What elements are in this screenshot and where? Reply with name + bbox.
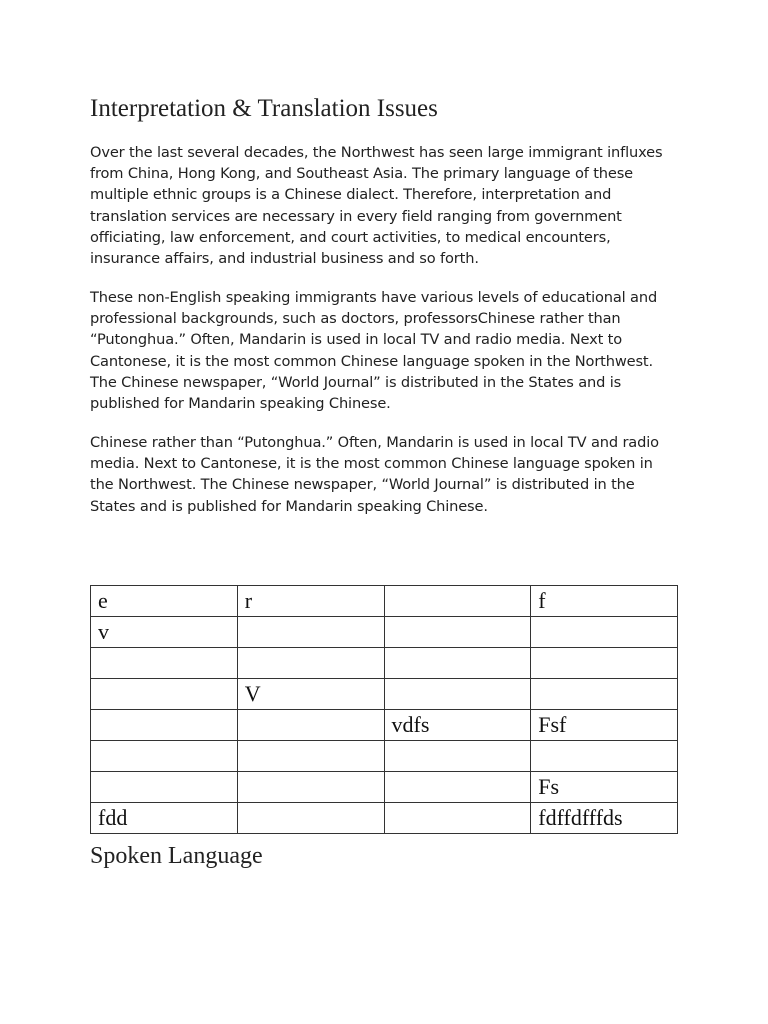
table-cell: fdffdfffds xyxy=(531,803,678,834)
document-title: Interpretation & Translation Issues xyxy=(90,95,438,122)
paragraph-2: These non-English speaking immigrants have various levels of educational and professional backgrounds, such as doctors, professorsChinese rather than “Putonghua.” Often, Mandarin is used in local TV and radio media. Next to Cantonese, it is the most common Chinese language spoken in the Northwest. The Chinese newspaper, “World Journal” is distributed in the States and is published for Mandarin speaking Chinese. xyxy=(90,289,658,413)
table-cell xyxy=(237,803,384,834)
paragraph-1: Over the last several decades, the Northwest has seen large immigrant influxes from China, Hong Kong, and Southeast Asia. The primary language of these multiple ethnic groups is a Chinese dialect. Therefore, interpretation and translation services are necessary in every field ranging from government officiating, law enforcement, and court activities, to medical encounters, insurance affairs, and industrial business and so forth. xyxy=(90,144,663,268)
table-row xyxy=(91,586,678,617)
table-cell: V xyxy=(237,679,384,710)
table-cell xyxy=(237,772,384,803)
table-body xyxy=(91,586,678,834)
table-cell xyxy=(237,710,384,741)
table-cell xyxy=(531,648,678,679)
table-cell xyxy=(384,772,531,803)
table-cell xyxy=(384,648,531,679)
table-row xyxy=(91,710,678,741)
table-cell: Fsf xyxy=(531,710,678,741)
table-cell xyxy=(91,741,238,772)
table-cell: f xyxy=(531,586,678,617)
section-heading-spoken-language: Spoken Language xyxy=(90,843,263,869)
data-table xyxy=(90,585,678,834)
table-cell xyxy=(91,710,238,741)
table-cell xyxy=(91,772,238,803)
table-cell xyxy=(91,648,238,679)
table-cell xyxy=(384,586,531,617)
table-cell xyxy=(91,679,238,710)
table-row xyxy=(91,679,678,710)
table-cell xyxy=(237,617,384,648)
table-cell xyxy=(384,617,531,648)
table-cell xyxy=(237,741,384,772)
table-row xyxy=(91,741,678,772)
table-row xyxy=(91,803,678,834)
table-cell xyxy=(237,648,384,679)
paragraph-3: Chinese rather than “Putonghua.” Often, Mandarin is used in local TV and radio media. Next to Cantonese, it is the most common Chinese language spoken in the Northwest. The Chinese newspaper, “World Journal” is distributed in the States and is published for Mandarin speaking Chinese. xyxy=(90,434,659,515)
table-cell: Fs xyxy=(531,772,678,803)
table-cell xyxy=(531,741,678,772)
table-cell xyxy=(384,803,531,834)
table-cell: v xyxy=(91,617,238,648)
table-cell xyxy=(384,741,531,772)
table-row xyxy=(91,617,678,648)
table-cell xyxy=(384,679,531,710)
table-cell xyxy=(531,617,678,648)
table-row xyxy=(91,648,678,679)
table-cell: e xyxy=(91,586,238,617)
table-cell: vdfs xyxy=(384,710,531,741)
table-cell xyxy=(531,679,678,710)
table-cell: fdd xyxy=(91,803,238,834)
table-row xyxy=(91,772,678,803)
table-cell: r xyxy=(237,586,384,617)
